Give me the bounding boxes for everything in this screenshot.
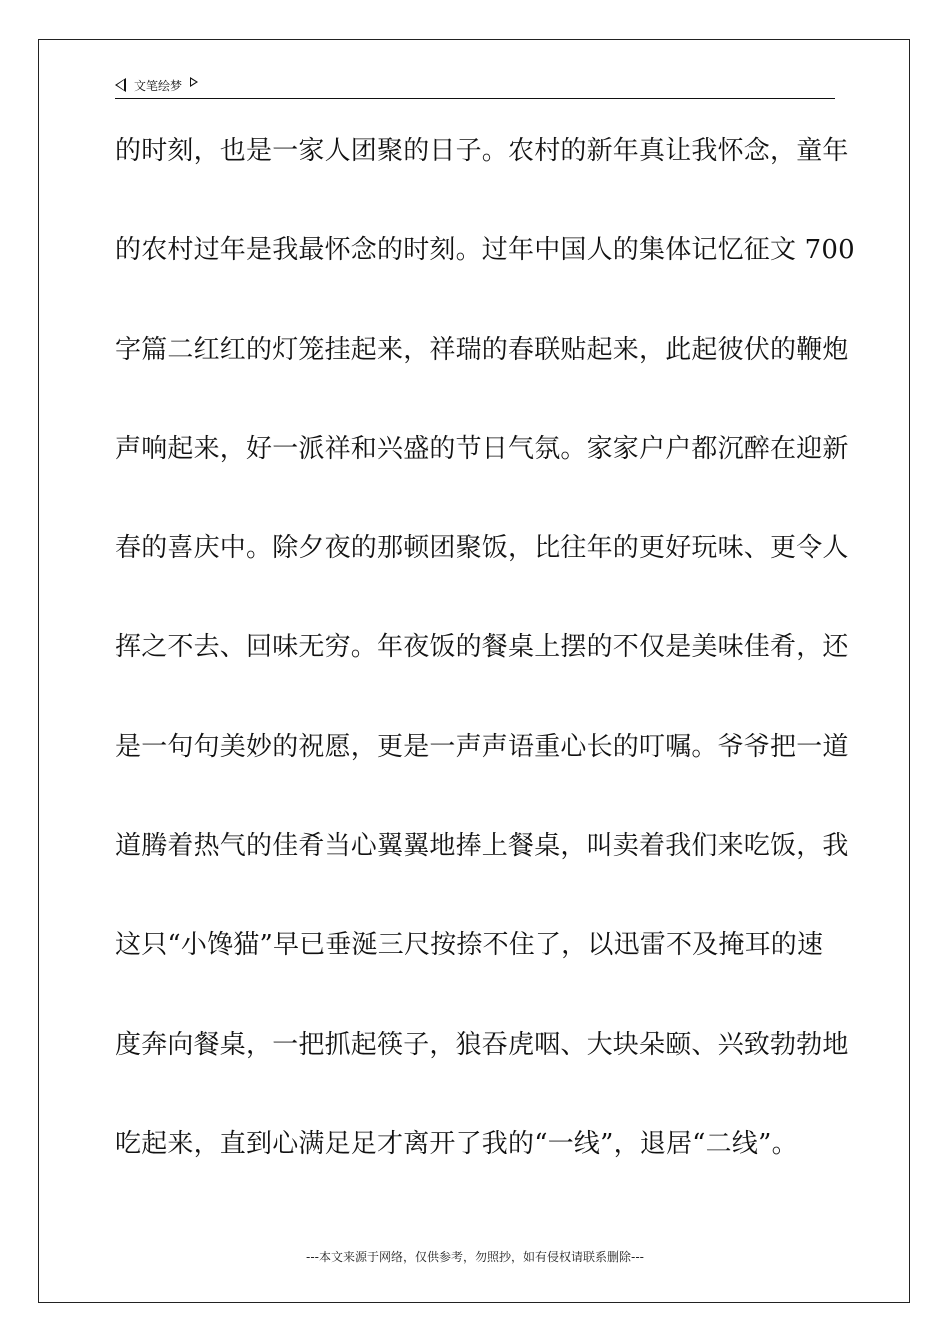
body-line: 声响起来，好一派祥和兴盛的节日气氛。家家户户都沉醉在迎新 <box>115 433 849 464</box>
body-line: 的农村过年是我最怀念的时刻。过年中国人的集体记忆征文 700 <box>115 235 855 266</box>
body-line: 吃起来，直到心满足足才离开了我的“一线”，退居“二线”。 <box>115 1128 798 1159</box>
triangle-left-icon <box>115 78 126 92</box>
body-line: 道腾着热气的佳肴当心翼翼地捧上餐桌，叫卖着我们来吃饭，我 <box>115 831 849 862</box>
header-title: 文笔绘梦 <box>134 78 183 93</box>
page-header <box>115 72 835 99</box>
body-line: 字篇二红红的灯笼挂起来，祥瑞的春联贴起来，此起彼伏的鞭炮 <box>115 334 849 365</box>
body-line: 这只“小馋猫”早已垂涎三尺按捺不住了，以迅雷不及掩耳的速 <box>115 930 824 961</box>
footer-notice: ---本文来源于网络，仅供参考，勿照抄，如有侵权请联系删除--- <box>306 1250 644 1264</box>
triangle-right-icon <box>190 77 198 87</box>
body-line: 挥之不去、回味无穷。年夜饭的餐桌上摆的不仅是美味佳肴，还 <box>115 632 849 663</box>
body-line: 度奔向餐桌，一把抓起筷子，狼吞虎咽、大块朵颐、兴致勃勃地 <box>115 1029 849 1060</box>
body-line: 的时刻，也是一家人团聚的日子。农村的新年真让我怀念，童年 <box>115 136 849 166</box>
body-line: 春的喜庆中。除夕夜的那顿团聚饭，比往年的更好玩味、更令人 <box>115 533 849 564</box>
body-line: 是一句句美妙的祝愿，更是一声声语重心长的叮嘱。爷爷把一道 <box>115 731 849 762</box>
document-body <box>115 124 855 1216</box>
